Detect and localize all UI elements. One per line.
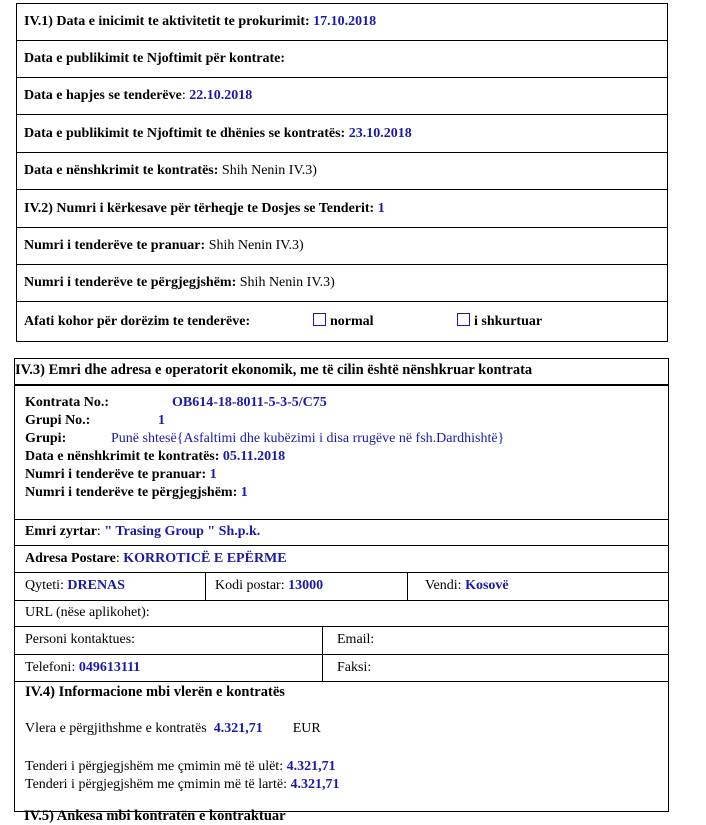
- award-notice-label: Data e publikimit te Njoftimit te dhënies se kontratës:: [24, 125, 346, 141]
- value-title: IV.4) Informacione mbi vlerën e kontratës: [25, 684, 285, 700]
- larte-value: 4.321,71: [290, 777, 340, 792]
- kontrata-value: OB614-18-8011-5-3-5/C75: [172, 395, 327, 410]
- qyteti-value: DRENAS: [67, 578, 125, 593]
- requests-label: IV.2) Numri i kërkesave për tërheqje te Dosjes se Tenderit:: [24, 200, 375, 216]
- row-accepted: [17, 228, 667, 265]
- row-requests: [17, 190, 667, 228]
- grupi-label: Grupi:: [25, 431, 67, 446]
- kodi-label: Kodi postar:: [215, 578, 285, 593]
- adresa-value: KORROTICË E EPËRME: [123, 550, 287, 566]
- divider: [15, 384, 668, 386]
- row-signing-date: [17, 153, 667, 190]
- award-notice-value: 23.10.2018: [348, 125, 412, 141]
- pergjegjshem-value: 1: [240, 485, 248, 500]
- divider: [15, 681, 668, 682]
- signing-date-value: Shih Nenin IV.3): [221, 163, 317, 178]
- signing-date-label: Data e nënshkrimit te kontratës:: [24, 163, 219, 178]
- accepted-label: Numri i tenderëve te pranuar:: [24, 238, 206, 253]
- start-date-label: IV.1) Data e inicimit te aktivitetit te prokurimit:: [24, 14, 310, 29]
- kontrata-label: Kontrata No.:: [25, 395, 109, 410]
- checkbox-icon[interactable]: [457, 313, 470, 326]
- operator-title: IV.3) Emri dhe adresa e operatorit ekonomik, me të cilin është nënshkruar kontrata: [15, 362, 533, 378]
- kodi-cell: [205, 572, 323, 600]
- kodi-value: 13000: [288, 578, 324, 593]
- grupi-no-value: 1: [158, 413, 165, 428]
- currency: EUR: [292, 721, 321, 736]
- larte-label: Tenderi i përgjegjshëm me çmimin më të lartë:: [25, 777, 287, 792]
- row-start-date: [17, 4, 667, 41]
- adresa-label: Adresa Postare: [25, 550, 116, 566]
- qyteti-cell: [15, 572, 125, 600]
- option-normal-label: normal: [330, 314, 374, 329]
- grupi-no-label: Grupi No.:: [25, 413, 91, 428]
- ulet-row: [25, 759, 336, 775]
- url-label: URL (nëse aplikohet):: [25, 605, 150, 620]
- start-date-value: 17.10.2018: [313, 14, 377, 29]
- pranuar-value: 1: [209, 467, 217, 482]
- vlera-value: 4.321,71: [213, 721, 263, 736]
- vlera-row: [25, 721, 321, 737]
- telefoni-cell: [15, 654, 140, 681]
- vendi-cell: [415, 572, 509, 600]
- option-shortened-label: i shkurtuar: [474, 314, 543, 329]
- opening-date-sep: :: [181, 88, 186, 103]
- option-shortened[interactable]: [457, 313, 542, 330]
- responsive-value: Shih Nenin IV.3): [239, 275, 335, 290]
- procurement-dates-table: [16, 3, 668, 342]
- accepted-value: Shih Nenin IV.3): [208, 238, 304, 253]
- emri-row: Emri zyrtar : " Trasing Group " Sh.p.k.: [25, 524, 261, 539]
- telefoni-value: 049613111: [78, 659, 141, 675]
- ulet-value: 4.321,71: [286, 759, 336, 774]
- pergjegjshem-label: Numri i tenderëve te përgjegjshëm: 1: [25, 485, 248, 500]
- row-publication-notice: [17, 41, 667, 78]
- operator-section: [14, 358, 669, 812]
- data-label: Data e nënshkrimit te kontratës: 05.11.2018: [25, 449, 286, 464]
- pranuar-label: Numri i tenderëve te pranuar: 1: [25, 467, 217, 482]
- emri-value: " Trasing Group " Sh.p.k.: [104, 524, 261, 539]
- adresa-row: Adresa Postare : KORROTICË E EPËRME: [25, 550, 287, 566]
- deadline-label: Afati kohor për dorëzim te tenderëve:: [24, 313, 251, 329]
- requests-value: 1: [377, 200, 385, 216]
- opening-date-value: 22.10.2018: [189, 88, 253, 103]
- ulet-label: Tenderi i përgjegjshëm me çmimin më të ulët:: [25, 759, 284, 774]
- qyteti-label: Qyteti:: [25, 578, 64, 593]
- email-cell: [327, 626, 374, 654]
- personi-label: Personi kontaktues:: [25, 632, 136, 647]
- next-section-title: IV.5) Ankesa mbi kontratën e kontraktuar: [24, 808, 286, 824]
- checkbox-icon[interactable]: [313, 313, 326, 326]
- faksi-label: Faksi:: [337, 659, 372, 675]
- data-value: 05.11.2018: [222, 449, 286, 464]
- row-opening-date: [17, 78, 667, 115]
- telefoni-label: Telefoni:: [25, 659, 76, 675]
- grupi-value: Punë shtesë{Asfaltimi dhe kubëzimi i disa rrugëve në fsh.Dardhishtë}: [111, 431, 505, 446]
- email-label: Email:: [337, 632, 375, 647]
- vendi-value: Kosovë: [465, 578, 509, 593]
- publication-notice-label: Data e publikimit te Njoftimit për kontrate:: [24, 51, 286, 66]
- larte-row: [25, 777, 339, 793]
- vendi-label: Vendi:: [425, 578, 462, 593]
- responsive-label: Numri i tenderëve te përgjegjshëm:: [24, 275, 237, 290]
- row-award-notice: [17, 115, 667, 153]
- divider: [407, 572, 408, 600]
- row-responsive: [17, 265, 667, 302]
- faksi-cell: [327, 654, 371, 681]
- vlera-label: Vlera e përgjithshme e kontratës: [25, 721, 207, 736]
- personi-cell: [15, 626, 135, 654]
- option-normal[interactable]: [313, 313, 374, 330]
- emri-label: Emri zyrtar: [25, 524, 97, 539]
- opening-date-label: Data e hapjes se tenderëve: [24, 88, 182, 103]
- url-row: [15, 600, 150, 626]
- row-deadline: [17, 302, 667, 341]
